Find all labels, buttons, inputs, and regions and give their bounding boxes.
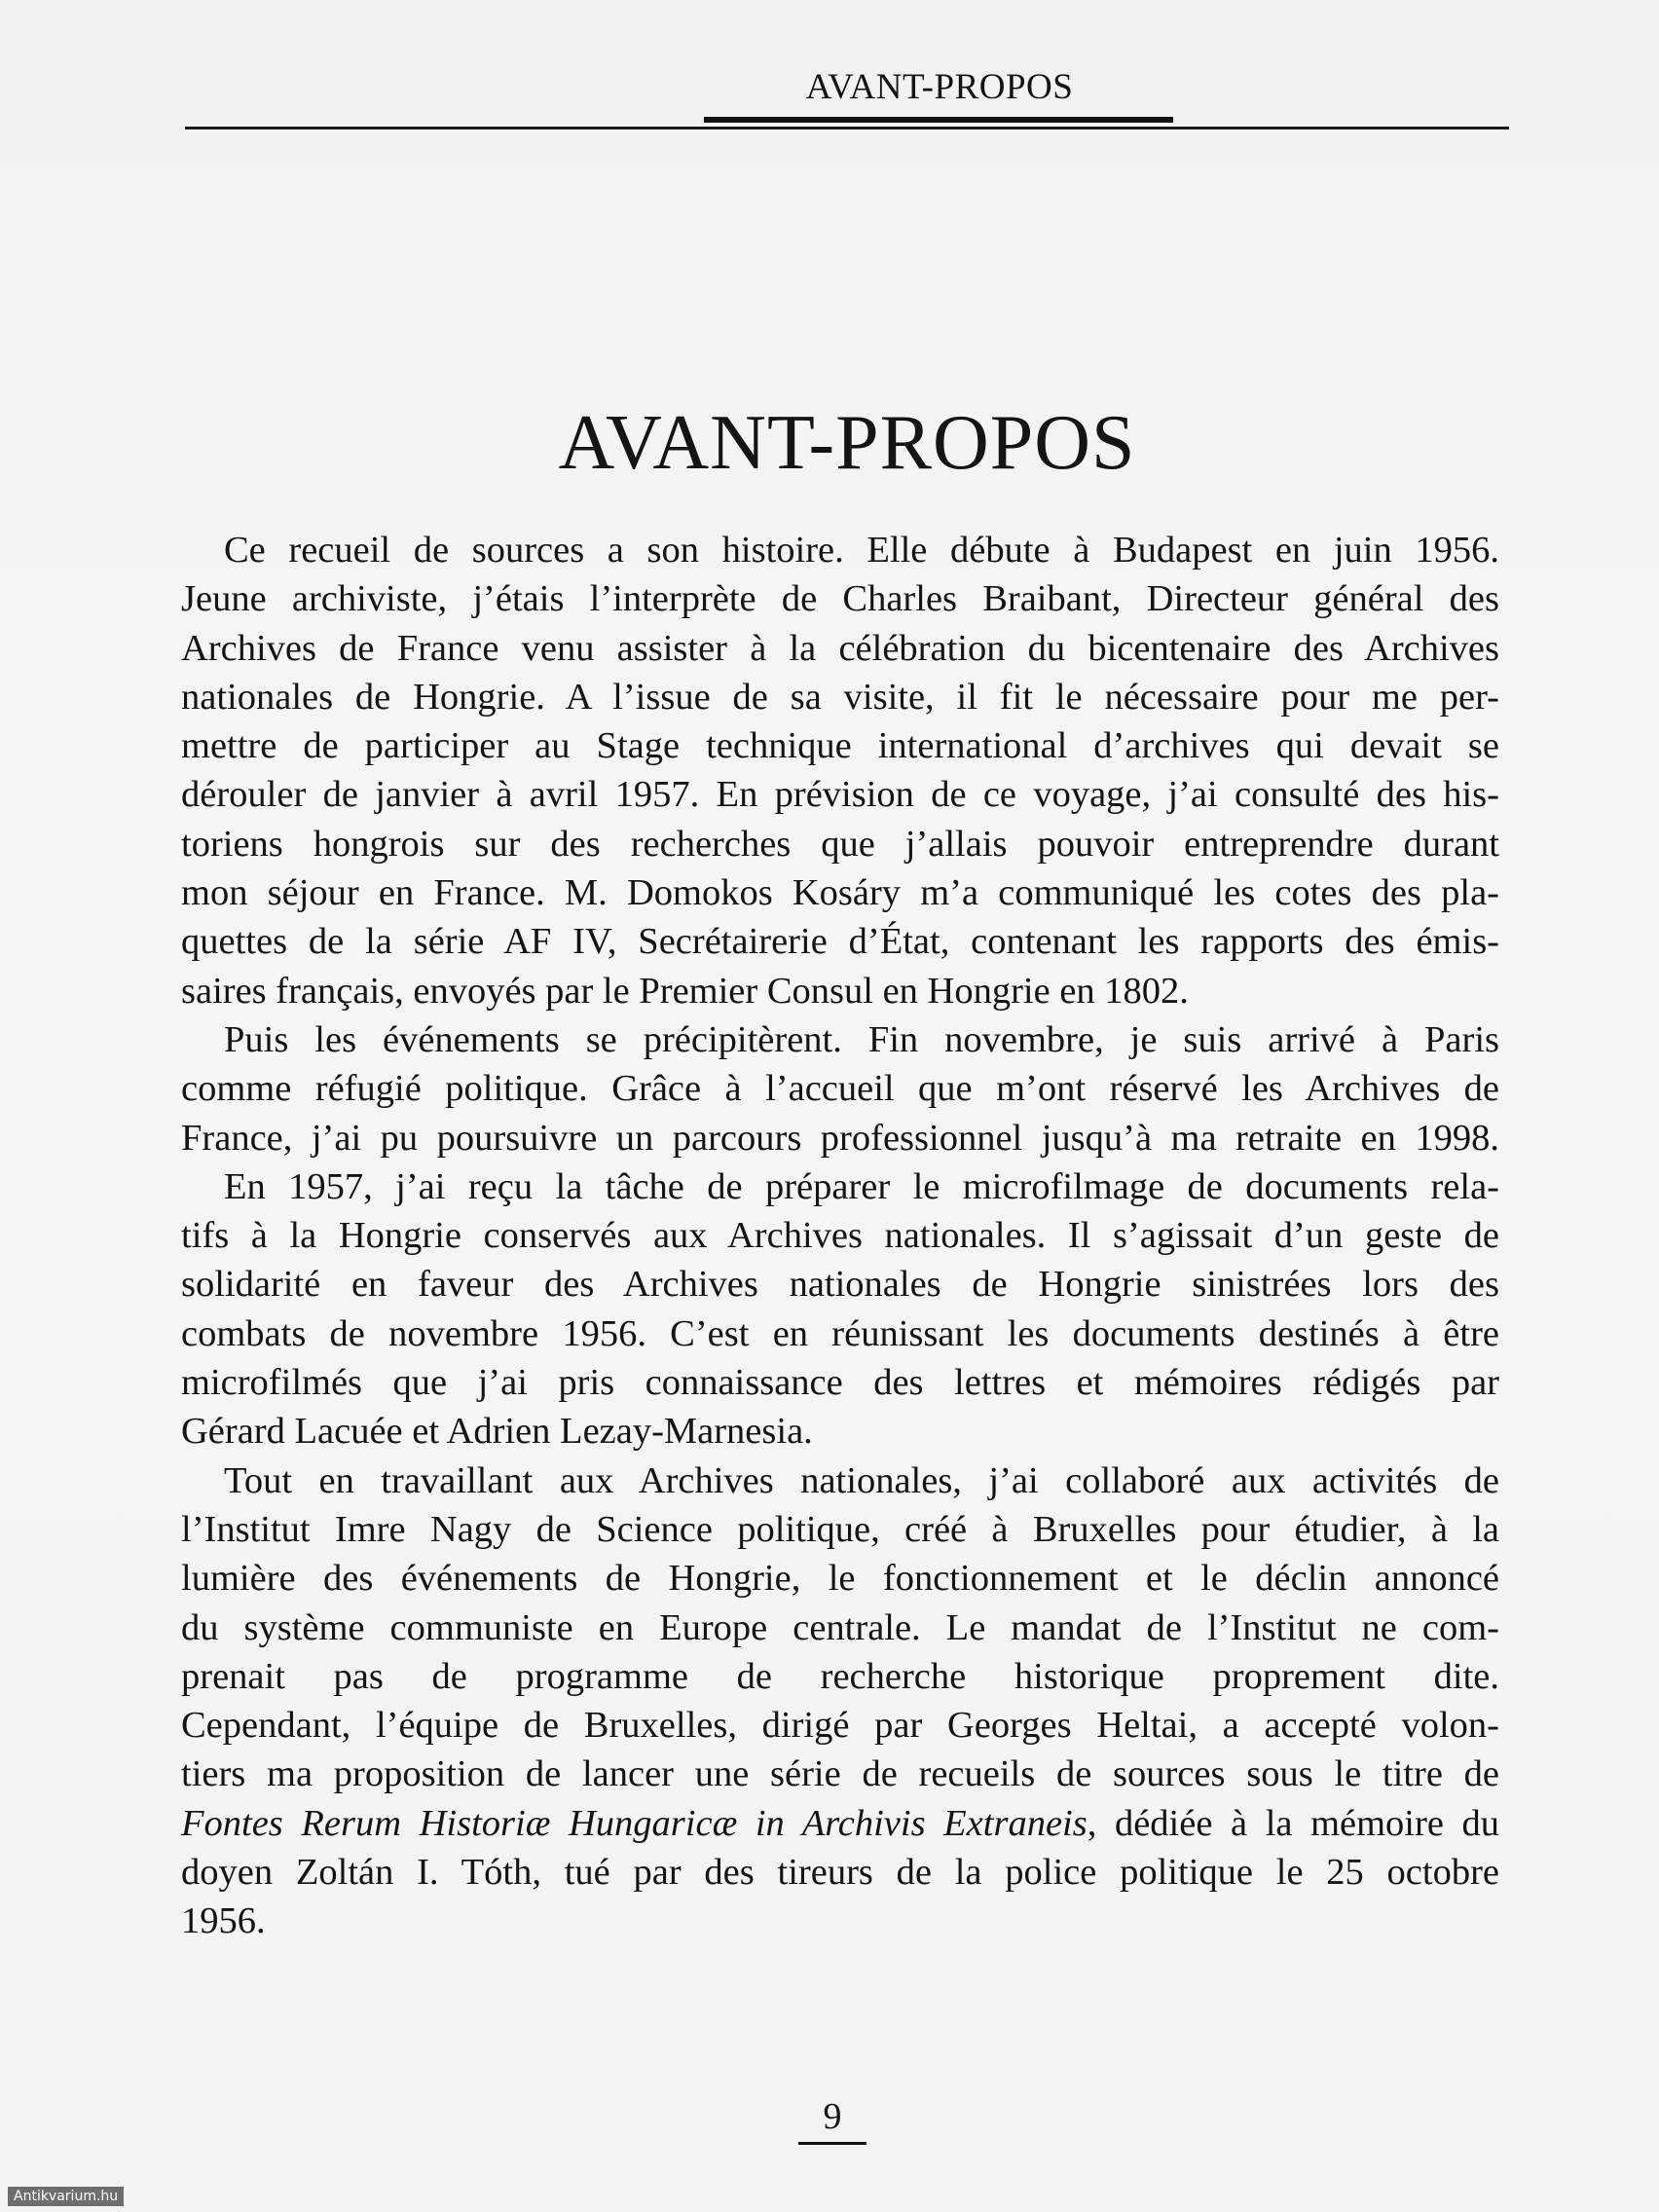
chapter-title: AVANT-PROPOS [558,400,1136,486]
paragraph-1 [181,526,1499,1015]
page-number: 9 [823,2096,842,2137]
text-line: saires français, envoyés par le Premier Consul en Hongrie en 1802. [181,970,1189,1012]
text-line: Tout en travaillant aux Archives nationales, j’ai collaboré aux activités de [224,1459,1499,1501]
text-line: En 1957, j’ai reçu la tâche de préparer le microfilmage de documents rela- [224,1165,1499,1207]
text-line: Gérard Lacuée et Adrien Lezay-Marnesia. [181,1411,813,1453]
body-text [181,526,1499,1946]
text-line: Ce recueil de sources a son histoire. Elle débute à Budapest en juin 1956. [224,530,1499,571]
text-line: 1956. [181,1900,266,1942]
text-line: tifs à la Hongrie conservés aux Archives nationales. Il s’agissait d’un geste de [181,1215,1499,1257]
page-footer [789,2095,876,2145]
header-rule [185,127,1509,129]
text-line: nationales de Hongrie. A l’issue de sa visite, il fit le nécessaire pour me per- [181,676,1499,718]
text-line: dérouler de janvier à avril 1957. En prévision de ce voyage, j’ai consulté des his- [181,774,1499,816]
text-line: toriens hongrois sur des recherches que j’allais pouvoir entreprendre durant [181,823,1499,865]
text-line: France, j’ai pu poursuivre un parcours professionnel jusqu’à ma retraite en 1998. [181,1117,1499,1159]
text-line: Cependant, l’équipe de Bruxelles, dirigé par Georges Heltai, a accepté volon- [181,1705,1499,1747]
text-fragment: , dédiée à la mémoire du [1087,1802,1500,1844]
text-line: microfilmés que j’ai pris connaissance des lettres et mémoires rédigés par [181,1362,1499,1404]
text-line: Jeune archiviste, j’étais l’interprète de Charles Braibant, Directeur général des [181,578,1499,620]
text-line: tiers ma proposition de lancer une série de recueils de sources sous le titre de [181,1753,1499,1795]
paragraph-4 [181,1456,1499,1946]
text-line: comme réfugié politique. Grâce à l’accueil que m’ont réservé les Archives de [181,1068,1499,1110]
text-line: Puis les événements se précipitèrent. Fin novembre, je suis arrivé à Paris [224,1018,1499,1060]
text-line: Archives de France venu assister à la célébration du bicentenaire des Archives [181,627,1499,669]
text-line: prenait pas de programme de recherche historique proprement dite. [181,1655,1499,1697]
text-line: mettre de participer au Stage technique international d’archives qui devait se [181,725,1499,767]
running-header-title: AVANT-PROPOS [805,67,1074,107]
text-line: lumière des événements de Hongrie, le fonctionnement et le déclin annoncé [181,1558,1499,1600]
running-header [185,66,1509,134]
text-line: quettes de la série AF IV, Secrétairerie d’État, contenant les rapports des émis- [181,921,1499,963]
watermark: Antikvarium.hu [8,2187,124,2206]
text-line: doyen Zoltán I. Tóth, tué par des tireurs de la police politique le 25 octobre [181,1852,1499,1894]
text-line: l’Institut Imre Nagy de Science politique, créé à Bruxelles pour étudier, à la [181,1508,1499,1550]
text-line: solidarité en faveur des Archives nationales de Hongrie sinistrées lors des [181,1264,1499,1306]
text-line: du système communiste en Europe centrale. Le mandat de l’Institut ne com- [181,1606,1499,1648]
running-header-underline [704,117,1173,123]
page-number-rule [798,2142,866,2145]
text-line: mon séjour en France. M. Domokos Kosáry m’a communiqué les cotes des pla- [181,872,1499,914]
paragraph-2 [181,1015,1499,1162]
text-line-with-italic-title [181,1799,1499,1848]
paragraph-3 [181,1162,1499,1456]
text-line: combats de novembre 1956. C’est en réunissant les documents destinés à être [181,1312,1499,1354]
italic-series-title: Fontes Rerum Historiæ Hungaricæ in Archivis Extraneis [181,1802,1088,1844]
